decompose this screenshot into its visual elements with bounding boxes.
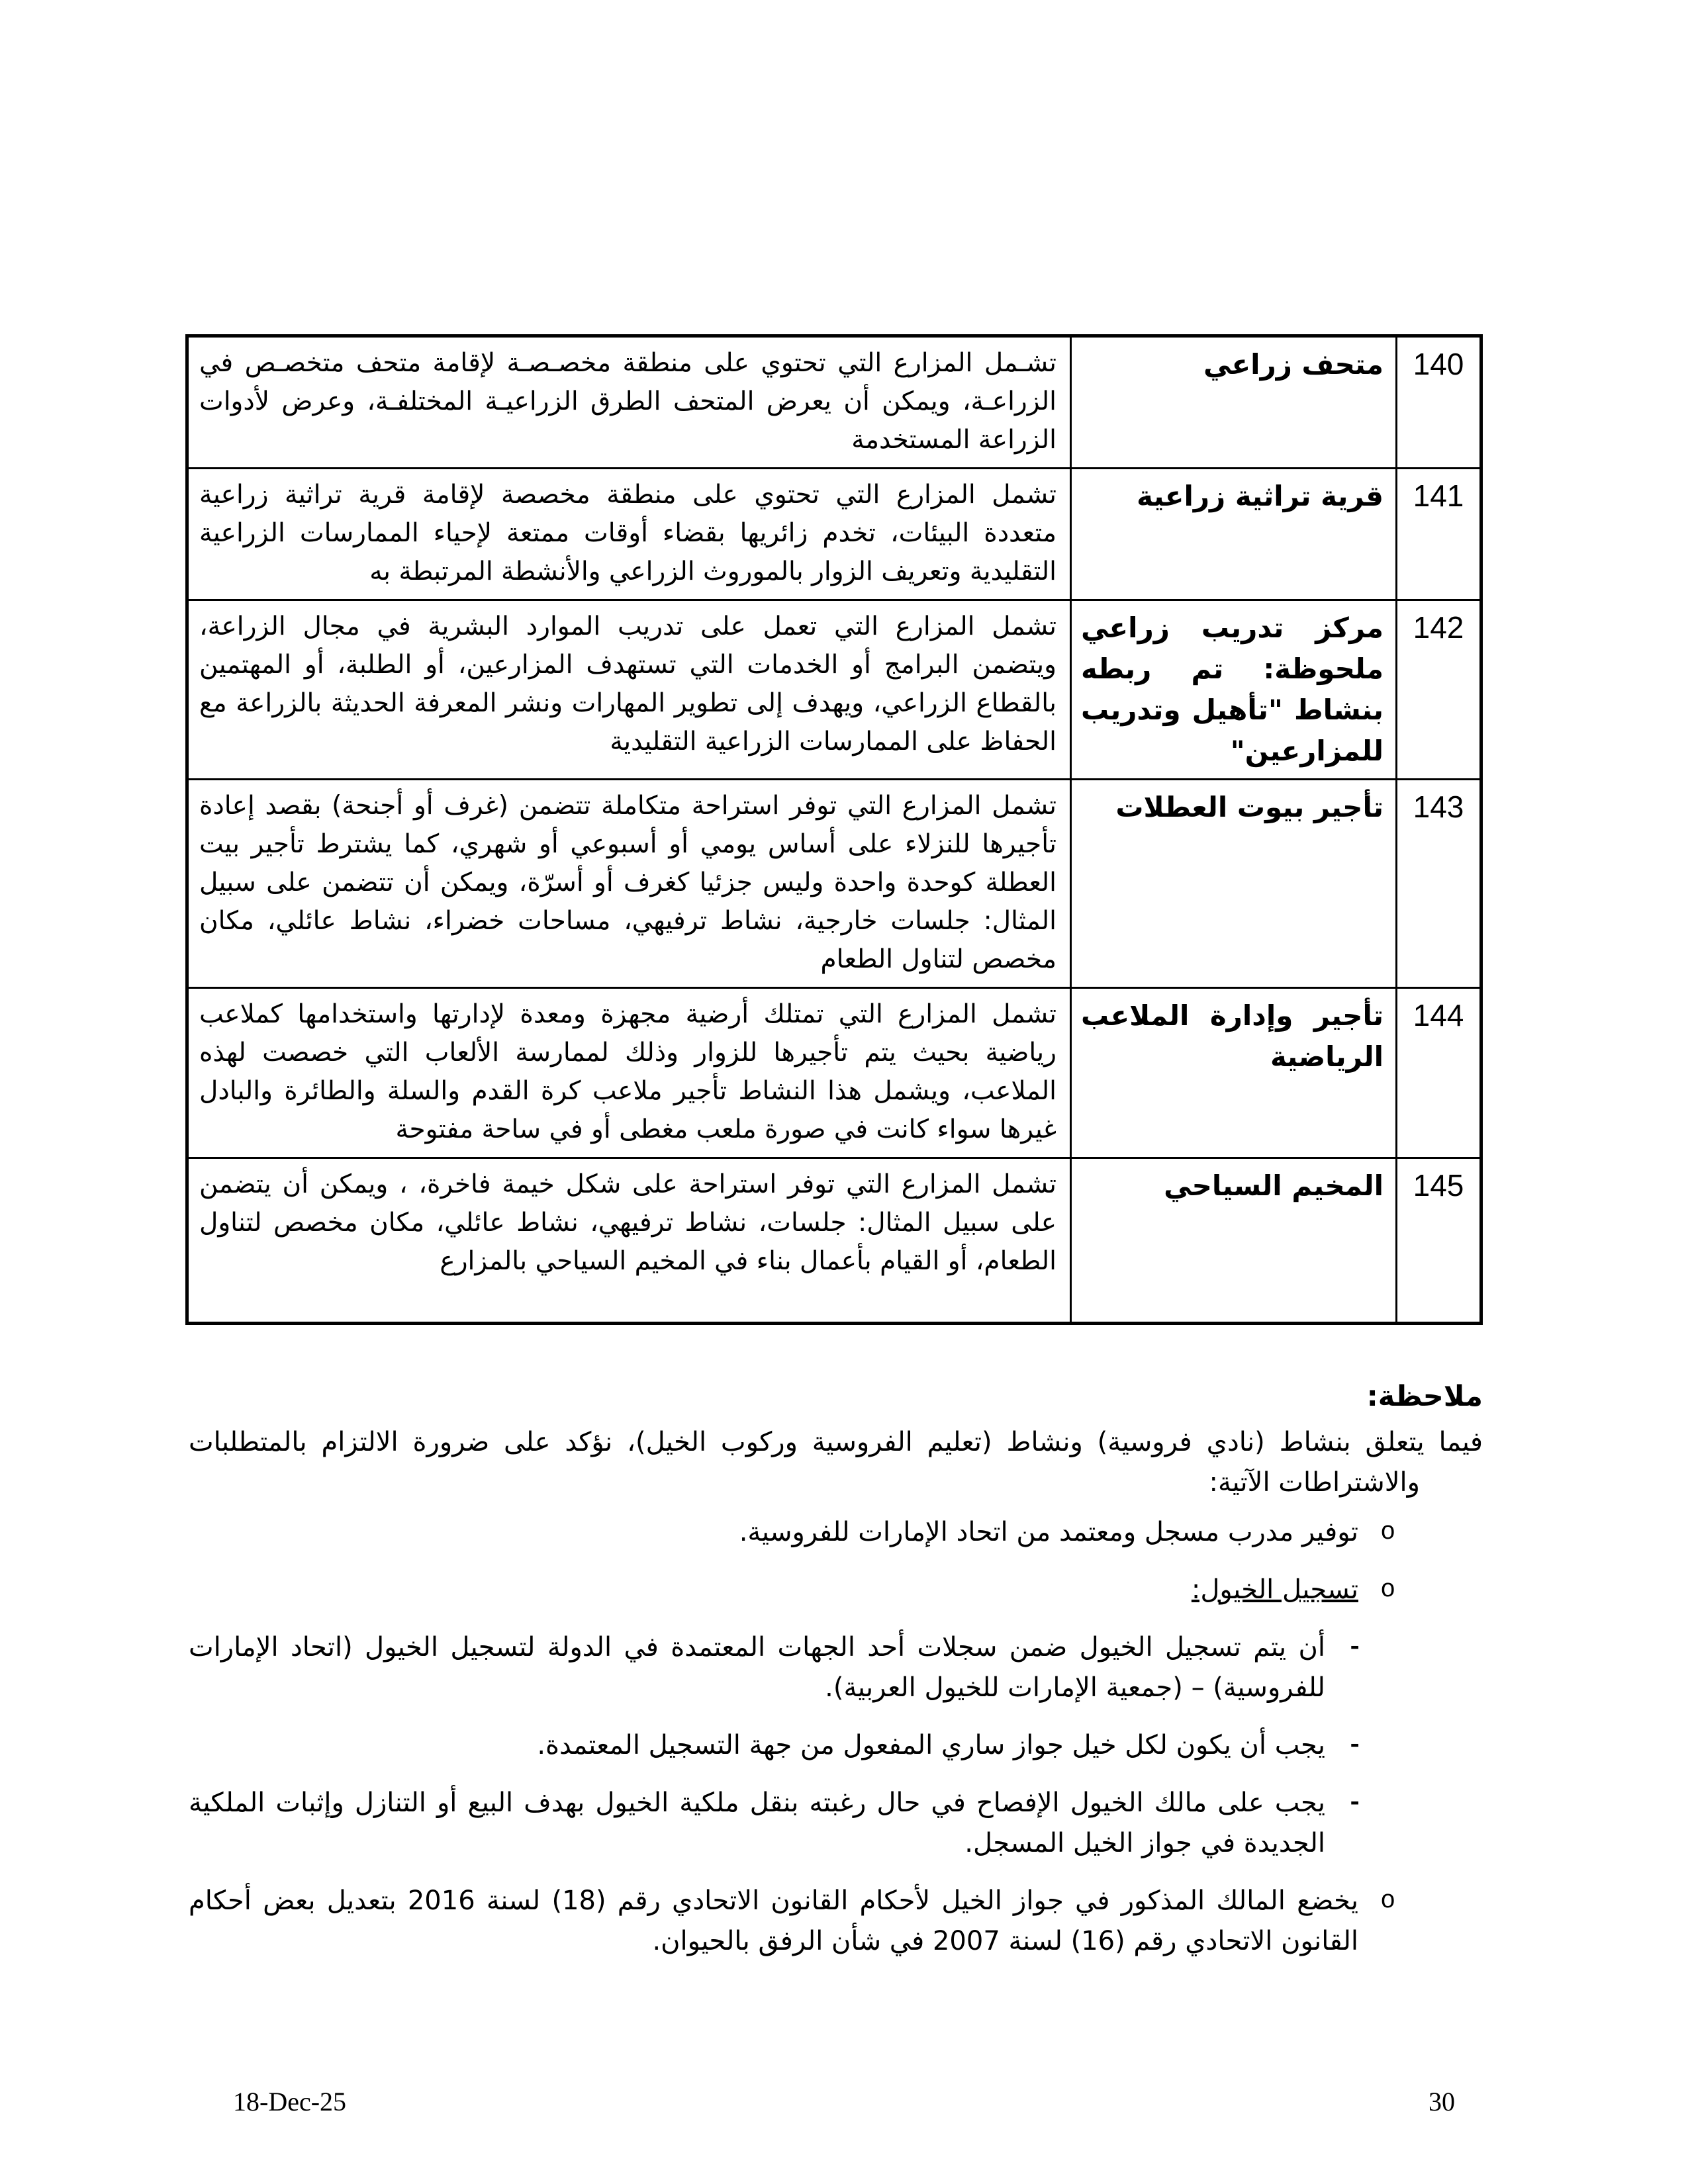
content-column bbox=[189, 334, 1483, 1979]
bullet-marker-icon: - bbox=[1347, 1731, 1362, 1760]
table-row bbox=[187, 336, 1481, 469]
list-item-text: أن يتم تسجيل الخيول ضمن سجلات أحد الجهات المعتمدة في الدولة لتسجيل الخيول (اتحاد الإمارات للفروسية) – (جمعية الإمارات للخيول العربية). bbox=[189, 1632, 1325, 1703]
list-item bbox=[189, 1627, 1483, 1708]
table-row bbox=[187, 780, 1481, 988]
bullet-marker-icon: o bbox=[1380, 1518, 1395, 1547]
footer-page-number: 30 bbox=[1429, 2087, 1455, 2116]
row-description-cell: تشمل المزارع التي توفر استراحة متكاملة تتضمن (غرف أو أجنحة) بقصد إعادة تأجيرها للنزلاء على أساس يومي أو أسبوعي أو شهري، كما يشترط تأجير بيت العطلة كوحدة واحدة وليس جزئيا كغرف أو أسرّة، ويمكن أن تتضمن على سبيل المثال: جلسات خارجية، نشاط ترفيهي، مساحات خضراء، نشاط عائلي، مكان مخصص لتناول الطعام bbox=[187, 780, 1071, 988]
bullet-marker-icon: o bbox=[1380, 1887, 1395, 1915]
row-number-cell: 144 bbox=[1397, 988, 1481, 1158]
list-item-text: يجب على مالك الخيول الإفصاح في حال رغبته بنقل ملكية الخيول بهدف البيع أو التنازل وإثبات الملكية الجديدة في جواز الخيل المسجل. bbox=[189, 1788, 1325, 1858]
row-title-cell: مركز تدريب زراعي ملحوظة: تم ربطه بنشاط "تأهيل وتدريب للمزارعين" bbox=[1071, 600, 1397, 780]
list-item-text: يخضع المالك المذكور في جواز الخيل لأحكام القانون الاتحادي رقم (18) لسنة 2016 بتعديل بعض أحكام القانون الاتحادي رقم (16) لسنة 2007 في شأن الرفق بالحيوان. bbox=[189, 1886, 1358, 1956]
row-number-cell: 142 bbox=[1397, 600, 1481, 780]
list-item bbox=[189, 1570, 1483, 1610]
table-row bbox=[187, 469, 1481, 600]
list-item-text: يجب أن يكون لكل خيل جواز ساري المفعول من جهة التسجيل المعتمدة. bbox=[537, 1730, 1325, 1760]
row-number-cell: 141 bbox=[1397, 469, 1481, 600]
notes-intro-paragraph: فيما يتعلق بنشاط (نادي فروسية) ونشاط (تعليم الفروسية وركوب الخيل)، نؤكد على ضرورة الالتزام بالمتطلبات والاشتراطات الآتية: bbox=[189, 1427, 1483, 1498]
list-item-text: توفير مدرب مسجل ومعتمد من اتحاد الإمارات للفروسية. bbox=[739, 1517, 1358, 1547]
notes-heading: ملاحظة: bbox=[1366, 1380, 1483, 1413]
list-item bbox=[189, 1783, 1483, 1864]
row-title-cell: تأجير وإدارة الملاعب الرياضية bbox=[1071, 988, 1397, 1158]
table-row bbox=[187, 1158, 1481, 1324]
table-row bbox=[187, 600, 1481, 780]
bullet-marker-icon: o bbox=[1380, 1576, 1395, 1604]
footer-date: 18-Dec-25 bbox=[233, 2087, 347, 2116]
row-title-cell: قرية تراثية زراعية bbox=[1071, 469, 1397, 600]
row-description-cell: تشمل المزارع التي تمتلك أرضية مجهزة ومعدة لإدارتها واستخدامها كملاعب رياضية بحيث يتم تأجيرها للزوار وذلك لممارسة الألعاب التي خصصت لهذه الملاعب، ويشمل هذا النشاط تأجير ملاعب كرة القدم والسلة والطائرة والبادل غيرها سواء كانت في صورة ملعب مغطى أو في ساحة مفتوحة bbox=[187, 988, 1071, 1158]
list-item bbox=[189, 1725, 1483, 1766]
row-title-cell: متحف زراعي bbox=[1071, 336, 1397, 469]
bullet-marker-icon: - bbox=[1347, 1633, 1362, 1662]
bullet-marker-icon: - bbox=[1347, 1789, 1362, 1817]
row-number-cell: 145 bbox=[1397, 1158, 1481, 1324]
farm-activities-table bbox=[185, 334, 1483, 1325]
row-number-cell: 140 bbox=[1397, 336, 1481, 469]
row-description-cell: تشمل المزارع التي تعمل على تدريب الموارد البشرية في مجال الزراعة، ويتضمن البرامج أو الخدمات التي تستهدف المزارعين، أو الطلبة، أو المهتمين بالقطاع الزراعي، ويهدف إلى تطوير المهارات ونشر المعرفة الحديثة بالزراعة مع الحفاظ على الممارسات الزراعية التقليدية bbox=[187, 600, 1071, 780]
farm-activities-table-body bbox=[187, 336, 1481, 1324]
notes-section bbox=[189, 1377, 1483, 1962]
notes-bullet-list bbox=[189, 1512, 1483, 1962]
row-description-cell: تشـمل المزارع التي تحتوي على منطقة مخصـصـة لإقامة متحف متخصـص في الزراعـة، ويمكن أن يعرض المتحف الطرق الزراعيـة المختلفـة، وعرض لأدوات الزراعة المستخدمة bbox=[187, 336, 1071, 469]
row-number-cell: 143 bbox=[1397, 780, 1481, 988]
list-item bbox=[189, 1512, 1483, 1553]
row-description-cell: تشمل المزارع التي تحتوي على منطقة مخصصة لإقامة قرية تراثية زراعية متعددة البيئات، تخدم زائريها بقضاء أوقات ممتعة لإحياء الممارسات الزراعية التقليدية وتعريف الزوار بالموروث الزراعي والأنشطة المرتبطة به bbox=[187, 469, 1071, 600]
row-title-cell: تأجير بيوت العطلات bbox=[1071, 780, 1397, 988]
list-item-text: تسجيل الخيول: bbox=[1191, 1574, 1358, 1605]
table-row bbox=[187, 988, 1481, 1158]
row-title-cell: المخيم السياحي bbox=[1071, 1158, 1397, 1324]
list-item bbox=[189, 1881, 1483, 1962]
row-description-cell: تشمل المزارع التي توفر استراحة على شكل خيمة فاخرة، ، ويمكن أن يتضمن على سبيل المثال: جلسات، نشاط ترفيهي، نشاط عائلي، مكان مخصص لتناول الطعام، أو القيام بأعمال بناء في المخيم السياحي بالمزارع bbox=[187, 1158, 1071, 1324]
